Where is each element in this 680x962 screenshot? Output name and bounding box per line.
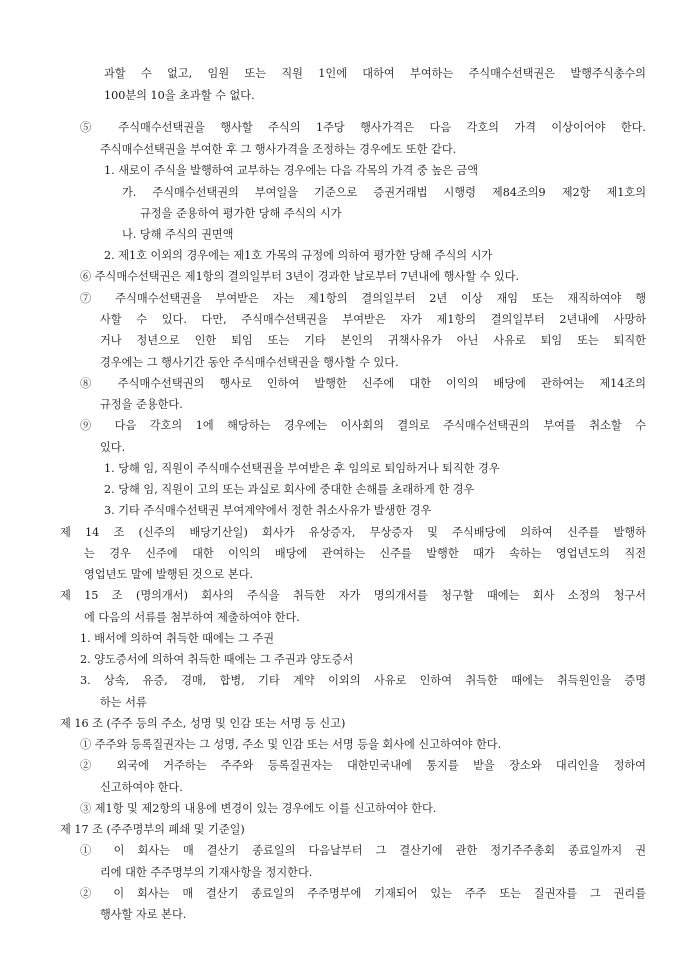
article-14-heading: 제 14 조 (신주의 배당기산일) 회사가 유상증자, 무상증자 및 주식배당에 의하여 신주를 발행하 — [60, 526, 646, 539]
list-item: 2. 당해 임, 직원이 고의 또는 과실로 회사에 중대한 손해를 초래하게 한 경우 — [104, 483, 475, 496]
article-16-heading: 제 16 조 (주주 등의 주소, 성명 및 인감 또는 서명 등 신고) — [60, 717, 346, 730]
body-text-line: 신고하여야 한다. — [100, 781, 183, 794]
list-item: 2. 제1호 이외의 경우에는 제1호 가목의 규정에 의하여 평가한 당해 주식의 시가 — [104, 249, 493, 262]
list-item: 1. 배서에 의하여 취득한 때에는 그 주권 — [80, 632, 275, 645]
body-text-line: 는 경우 신주에 대한 이익의 배당에 관여하는 신주를 발행한 때가 속하는 영업년도의 직전 — [84, 547, 646, 560]
list-item: 3. 상속, 유증, 경매, 합병, 기타 계약 이외의 사유로 인하여 취득한 때에는 취득원인을 증명 — [80, 674, 646, 687]
sub-list-item: 나. 당해 주식의 권면액 — [122, 228, 234, 241]
body-text-line: 영업년도 말에 발행된 것으로 본다. — [84, 568, 254, 581]
body-text-line: 주식매수선택권을 부여한 후 그 행사가격을 조정하는 경우에도 또한 같다. — [100, 143, 457, 156]
clause-8: ⑧ 주식매수선택권의 행사로 인하여 발행한 신주에 대한 이익의 배당에 관하여는 제14조의 — [80, 377, 646, 390]
article-15-heading: 제 15 조 (명의개서) 회사의 주식을 취득한 자가 명의개서를 청구할 때에는 회사 소정의 청구서 — [60, 589, 646, 602]
body-text-line: 규정을 준용한다. — [100, 398, 183, 411]
clause-9: ⑨ 다음 각호의 1에 해당하는 경우에는 이사회의 결의로 주식매수선택권의 부여를 취소할 수 — [80, 419, 646, 432]
body-text-line: 경우에는 그 행사기간 동안 주식매수선택권을 행사할 수 있다. — [100, 356, 399, 369]
body-text-line: 리에 대한 주주명부의 기재사항을 정지한다. — [100, 866, 313, 879]
body-text-line: 과할 수 없고, 임원 또는 직원 1인에 대하여 부여하는 주식매수선택권은 발행주식총수의 — [104, 67, 646, 80]
list-item: 2. 양도증서에 의하여 취득한 때에는 그 주권과 양도증서 — [80, 653, 354, 666]
clause-2: ② 외국에 거주하는 주주와 등록질권자는 대한민국내에 통지를 받을 장소와 대리인을 정하여 — [80, 759, 646, 772]
clause-1: ① 이 회사는 매 결산기 종료일의 다음날부터 그 결산기에 관한 정기주주총회 종료일까지 권 — [80, 844, 646, 857]
clause-7: ⑦ 주식매수선택권을 부여받은 자는 제1항의 결의일부터 2년 이상 재임 또는 재직하여야 행 — [80, 292, 646, 305]
clause-3: ③ 제1항 및 제2항의 내용에 변경이 있는 경우에도 이를 신고하여야 한다. — [80, 802, 437, 815]
clause-1: ① 주주와 등록질권자는 그 성명, 주소 및 인감 또는 서명 등을 회사에 신고하여야 한다. — [80, 738, 502, 751]
body-text-line: 있다. — [100, 441, 126, 454]
article-17-heading: 제 17 조 (주주명부의 폐쇄 및 기준일) — [60, 823, 245, 836]
body-text-line: 거나 정년으로 인한 퇴임 또는 기타 본인의 귀책사유가 아닌 사유로 퇴임 또는 퇴직한 — [100, 334, 646, 347]
clause-2: ② 이 회사는 매 결산기 종료일의 주주명부에 기재되어 있는 주주 또는 질권자를 그 권리를 — [80, 887, 646, 900]
body-text-line: 에 다음의 서류를 첨부하여 제출하여야 한다. — [84, 611, 300, 624]
body-text-line: 하는 서류 — [100, 696, 147, 709]
clause-5: ⑤ 주식매수선택권을 행사할 주식의 1주당 행사가격은 다음 각호의 가격 이상이어야 한다. — [80, 121, 646, 134]
list-item: 1. 새로이 주식을 발행하여 교부하는 경우에는 다음 각목의 가격 중 높은 금액 — [104, 164, 479, 177]
sub-list-item: 가. 주식매수선택권의 부여일을 기준으로 증권거래법 시행령 제84조의9 제2항 제1호의 — [122, 186, 646, 199]
list-item: 3. 기타 주식매수선택권 부여계약에서 정한 취소사유가 발생한 경우 — [104, 504, 432, 517]
body-text-line: 100분의 10을 초과할 수 없다. — [104, 89, 255, 102]
list-item: 1. 당해 임, 직원이 주식매수선택권을 부여받은 후 임의로 퇴임하거나 퇴직한 경우 — [104, 462, 500, 475]
body-text-line: 규정을 준용하여 평가한 당해 주식의 시가 — [140, 207, 342, 220]
body-text-line: 행사할 자로 본다. — [100, 908, 187, 921]
body-text-line: 사할 수 있다. 다만, 주식매수선택권을 부여받은 자가 제1항의 결의일부터 2년내에 사망하 — [100, 313, 646, 326]
clause-6: ⑥ 주식매수선택권은 제1항의 결의일부터 3년이 경과한 날로부터 7년내에 행사할 수 있다. — [80, 270, 520, 283]
